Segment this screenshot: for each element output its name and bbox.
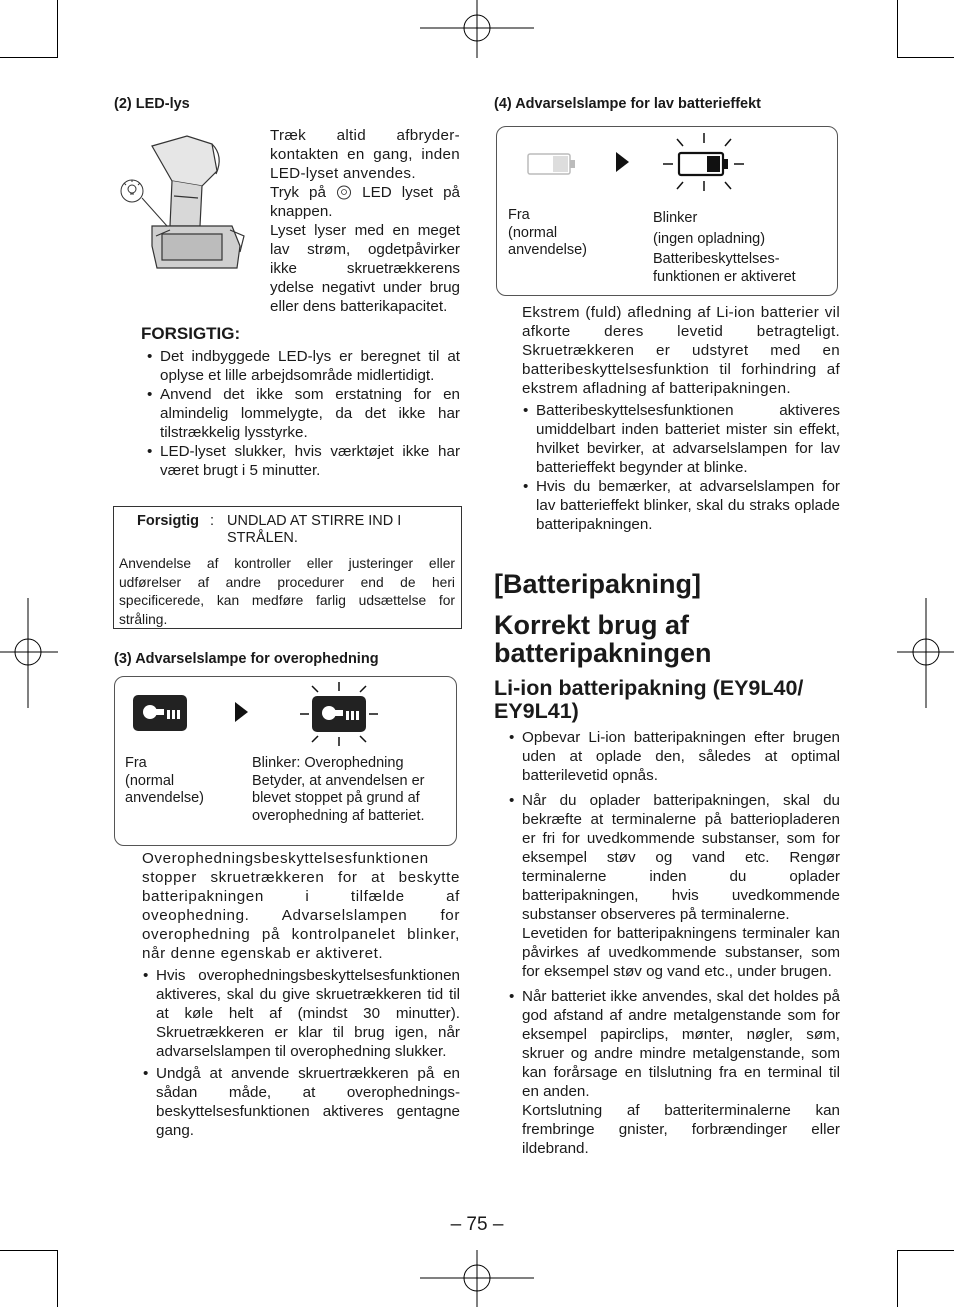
list-item: • Når du oplader batteripakningen, skal du bekræfte at terminalerne på batteriopladeren er fri for uvedkommende substanser, som for eksempel støv og vand etc. Rengør terminalerne inden du oplader batteripakningen, hvis uvedkommende substanser observeres på terminalerne. Levetiden for batteripakningens terminaler kan påvirkes af uvedkommende substanser, som for eksempel støv og vand etc., under brugen. <box>507 791 840 981</box>
overheat-caption-off: Fra (normal anvendelse) <box>125 755 204 806</box>
caution-list <box>145 347 460 480</box>
battery-lamp-list <box>521 401 840 534</box>
battery-icon <box>527 151 577 177</box>
section-heading-battery-lamp: (4) Advarselslampe for lav batterieffekt <box>494 96 762 112</box>
page-number: – 75 – <box>450 1214 504 1235</box>
thermometer-icon-blinking <box>300 681 378 747</box>
list-item: • Det indbyggede LED-lys er beregnet til at oplyse et lille arbejdsområde midlertidigt. <box>145 347 460 385</box>
battery-lamp-body: Ekstrem (fuld) afledning af Li-ion batterier vil afkorte deres levetid betragteligt. Skruetrækkeren er udstyret med en batteribeskyttelsesfunktion til forhindring af ekstrem afladning af batteripakningen. <box>522 304 840 397</box>
list-item: • Anvend det ikke som erstatning for en almindelig lommelygte, da det ikke har tilstrækkelig lysstyrke. <box>145 385 460 442</box>
battery-icon-blinking <box>661 131 747 193</box>
overheat-body: Overophedningsbeskyttelsesfunktionen stopper skruetrækkeren for at beskytte batteripakningen i tilfælde af oveophedning. Advarselslampen for overophedning på kontrolpanelet blinker, når denne egenskab er aktiveret. <box>142 850 460 962</box>
caution-heading: FORSIGTIG: <box>141 324 241 343</box>
thermometer-icon <box>133 695 187 731</box>
warning-colon: : <box>210 513 215 529</box>
list-item: • Batteribeskyttelsesfunktionen aktiveres umiddelbart inden batteriet mister sin effekt, hvilket bevirker, at advarselslampen for lav batterieffekt begynder at blinke. <box>521 401 840 477</box>
list-item: • LED-lyset slukker, hvis værktøjet ikke har været brugt i 5 minutter. <box>145 442 460 480</box>
section-heading-overheat: (3) Advarselslampe for overophedning <box>114 651 379 667</box>
section-title-battery-pack: [Batteripakning] <box>494 569 702 599</box>
list-item: • Undgå at anvende skruertrækkeren på en sådan måde, at overophednings-beskyttelsesfunktionen aktiveres gentagne gang. <box>141 1064 460 1140</box>
overheat-list <box>141 966 460 1140</box>
warning-text: UNDLAD AT STIRRE IND I STRÅLEN. <box>227 513 402 546</box>
section-title-li-ion: Li-ion batteripakning (EY9L40/ EY9L41) <box>494 676 804 723</box>
play-arrow-icon <box>233 701 249 723</box>
led-button-icon <box>336 185 352 200</box>
overheat-caption-blink: Blinker: Overophedning Betyder, at anvendelsen er blevet stoppet på grund af overophedning af batteriet. <box>252 755 425 824</box>
list-item: • Hvis du bemærker, at advarselslampen for lav batterieffekt blinker, skal du straks oplade batteripakningen. <box>521 477 840 534</box>
battery-caption-off: Fra (normal anvendelse) <box>508 207 587 258</box>
section-title-correct-use: Korrekt brug af batteripakningen <box>494 610 712 668</box>
section-heading-led: (2) LED-lys <box>114 96 190 112</box>
led-paragraph-1: Træk altid afbryder-kontakten en gang, inden LED-lyset anvendes. <box>270 127 460 182</box>
battery-caption-blink: Blinker (ingen opladning) <box>653 210 766 247</box>
led-paragraph-2: Tryk på LED lyset på knappen. <box>270 184 460 220</box>
battery-pack-list <box>507 728 840 1158</box>
play-arrow-icon <box>614 151 630 173</box>
impact-driver-illustration <box>112 126 262 276</box>
laser-warning-box <box>113 506 462 629</box>
battery-lamp-box <box>496 126 838 296</box>
led-paragraph-3: Lyset lyser med en meget lav strøm, ogdetpåvirker ikke skruetrækkerens ydelse negativt under brug eller dens batterikapacitet. <box>270 222 460 315</box>
overheat-lamp-box <box>114 676 457 846</box>
warning-label: Forsigtig <box>137 513 200 529</box>
warning-body: Anvendelse af kontroller eller justeringer eller udførelser af andre procedurer end de heri specificerede, kan medføre farlig udsættelse for stråling. <box>119 556 455 627</box>
list-item: • Opbevar Li-ion batteripakningen efter brugen uden at oplade den, således at optimal batterilevetid opnås. <box>507 728 840 785</box>
list-item: • Hvis overophedningsbeskyttelsesfunktionen aktiveres, skal du give skruetrækkeren tid til at køle helt af (mindst 30 minutter). Skruetrækkeren er klar til brug igen, når advarselslampen til overophedning slukker. <box>141 966 460 1061</box>
list-item: • Når batteriet ikke anvendes, skal det holdes på god afstand af andre metalgenstande som for eksempel papirclips, mønter, nøgler, søm, skruer og andre mindre metalgenstande, som kan forårsage en tilslutning fra en terminal til en anden. Kortslutning af batteriterminalerne kan frembringe gnister, forbrændinger eller ildebrand. <box>507 987 840 1158</box>
battery-caption-protection: Batteribeskyttelses- funktionen er aktiveret <box>653 251 796 285</box>
